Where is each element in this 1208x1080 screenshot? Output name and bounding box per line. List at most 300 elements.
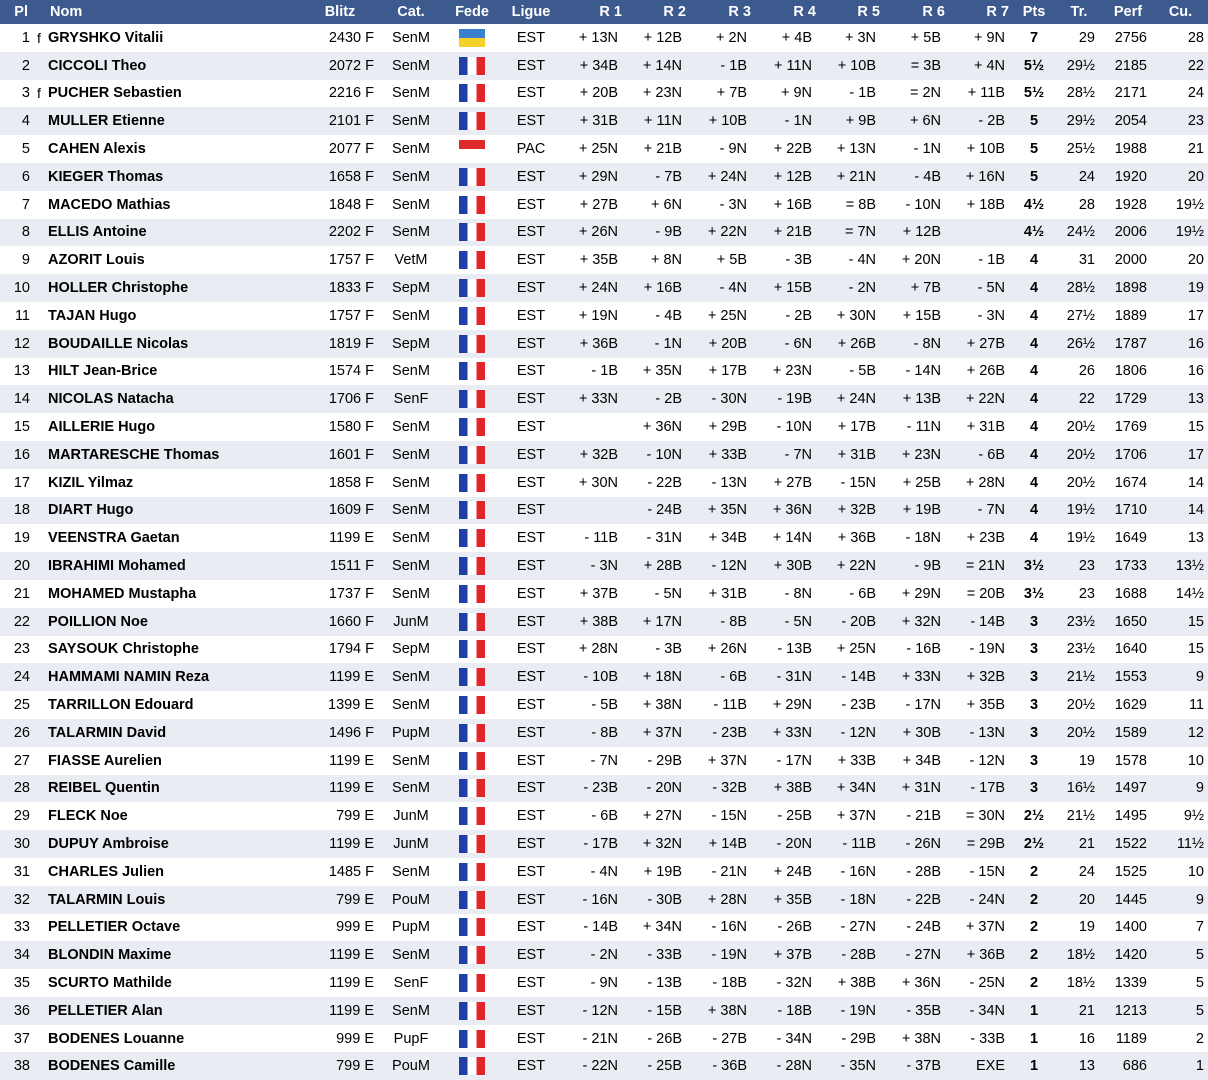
round-1-result[interactable]: - 10B	[560, 663, 626, 691]
player-name[interactable]: SAYSOUK Christophe	[46, 636, 300, 664]
round-2-result[interactable]: - 20N	[626, 775, 690, 803]
round-1-result[interactable]: - 17B	[560, 830, 626, 858]
round-7-result[interactable]: - 12N	[949, 747, 1013, 775]
round-3-result[interactable]: + 29B	[690, 413, 755, 441]
round-4-result[interactable]: + 24B	[755, 858, 820, 886]
round-6-result[interactable]: - 1N	[884, 135, 949, 163]
header-pl[interactable]: Pl	[0, 0, 32, 24]
header-r6[interactable]: R 6	[884, 0, 949, 24]
round-4-result[interactable]: - 28N	[755, 1052, 820, 1080]
player-name[interactable]: CICCOLI Theo	[46, 52, 300, 80]
player-name[interactable]: DUPUY Ambroise	[46, 830, 300, 858]
round-2-result[interactable]: + 35N	[626, 358, 690, 386]
round-4-result[interactable]: - 18B	[755, 997, 820, 1025]
player-name[interactable]: PUCHER Sebastien	[46, 80, 300, 108]
round-3-result[interactable]: - 27B	[690, 1025, 755, 1053]
round-6-result[interactable]: - 8N	[884, 330, 949, 358]
round-2-result[interactable]: + 17N	[626, 608, 690, 636]
round-1-result[interactable]: - 6B	[560, 802, 626, 830]
round-2-result[interactable]: + 34N	[626, 914, 690, 942]
round-1-result[interactable]: + 32B	[560, 441, 626, 469]
round-7-result[interactable]: - 17B	[949, 775, 1013, 803]
round-3-result[interactable]: - 6B	[690, 663, 755, 691]
round-3-result[interactable]: + 14B	[690, 830, 755, 858]
round-5-result[interactable]: - 20B	[820, 608, 884, 636]
round-4-result[interactable]: - 20N	[755, 830, 820, 858]
round-2-result[interactable]: - 13B	[626, 969, 690, 997]
round-5-result[interactable]: - 16N	[820, 858, 884, 886]
round-6-result[interactable]: + 23N	[884, 441, 949, 469]
round-1-result[interactable]: - 22N	[560, 1052, 626, 1080]
round-2-result[interactable]: + 12B	[626, 24, 690, 52]
round-7-result[interactable]: + 4N	[949, 52, 1013, 80]
round-4-result[interactable]: - 1N	[755, 107, 820, 135]
round-6-result[interactable]: - 26N	[884, 830, 949, 858]
round-6-result[interactable]: + 13B	[884, 385, 949, 413]
round-3-result[interactable]: - 12N	[690, 552, 755, 580]
round-1-result[interactable]: + 38B	[560, 608, 626, 636]
round-4-result[interactable]: - 13B	[755, 636, 820, 664]
round-3-result[interactable]: - 30N	[690, 385, 755, 413]
player-name[interactable]: DIART Hugo	[46, 497, 300, 525]
round-4-result[interactable]: + 22B	[755, 135, 820, 163]
round-4-result[interactable]: + 23N	[755, 358, 820, 386]
round-3-result[interactable]: - 4N	[690, 274, 755, 302]
round-6-result[interactable]: - 18N	[884, 524, 949, 552]
round-2-result[interactable]: + 38N	[626, 691, 690, 719]
header-pts[interactable]: Pts	[1013, 0, 1055, 24]
player-name[interactable]: TALARMIN David	[46, 719, 300, 747]
round-5-result[interactable]: + 30N	[820, 302, 884, 330]
round-7-result[interactable]: = 29B	[949, 830, 1013, 858]
round-2-result[interactable]: + 14N	[626, 52, 690, 80]
round-7-result[interactable]: - 5N	[949, 274, 1013, 302]
round-3-result[interactable]: + 31B	[690, 580, 755, 608]
round-3-result[interactable]: + 5B	[690, 246, 755, 274]
round-2-result[interactable]: - 10N	[626, 441, 690, 469]
round-5-result[interactable]: - 14B	[820, 663, 884, 691]
round-3-result[interactable]: - 13N	[690, 469, 755, 497]
round-7-result[interactable]: + 11B	[949, 80, 1013, 108]
round-4-result[interactable]: + 37B	[755, 941, 820, 969]
round-3-result[interactable]: + 33B	[690, 441, 755, 469]
round-2-result[interactable]: - 31N	[626, 524, 690, 552]
round-5-result[interactable]: + 32B	[820, 497, 884, 525]
round-7-result[interactable]: + 32B	[949, 663, 1013, 691]
round-2-result[interactable]: - 29B	[626, 747, 690, 775]
round-5-result[interactable]: - 6B	[820, 580, 884, 608]
round-5-result[interactable]: + 13N	[820, 135, 884, 163]
round-7-result[interactable]: + 26B	[949, 358, 1013, 386]
round-3-result[interactable]: + 7B	[690, 80, 755, 108]
round-4-result[interactable]: - 32N	[755, 969, 820, 997]
round-1-result[interactable]: - 8B	[560, 719, 626, 747]
round-2-result[interactable]: - 26B	[626, 1025, 690, 1053]
player-name[interactable]: AILLERIE Hugo	[46, 413, 300, 441]
round-7-result[interactable]: - 2B	[949, 107, 1013, 135]
round-1-result[interactable]: - 2N	[560, 941, 626, 969]
round-1-result[interactable]: - 4N	[560, 858, 626, 886]
player-name[interactable]: MACEDO Mathias	[46, 191, 300, 219]
round-1-result[interactable]: + 29N	[560, 163, 626, 191]
round-4-result[interactable]: + 14N	[755, 524, 820, 552]
round-5-result[interactable]: - 15N	[820, 469, 884, 497]
round-4-result[interactable]: + 36N	[755, 497, 820, 525]
round-6-result[interactable]: = 2N	[884, 80, 949, 108]
round-7-result[interactable]: EXE	[949, 1052, 1013, 1080]
round-2-result[interactable]: - 1N	[626, 330, 690, 358]
round-6-result[interactable]: + 20N	[884, 246, 949, 274]
round-1-result[interactable]: + 36B	[560, 330, 626, 358]
round-7-result[interactable]: = 21N	[949, 552, 1013, 580]
header-blitz[interactable]: Blitz	[300, 0, 380, 24]
round-7-result[interactable]: + 16N	[949, 163, 1013, 191]
round-6-result[interactable]: - 4B	[884, 163, 949, 191]
player-name[interactable]: HOLLER Christophe	[46, 274, 300, 302]
player-name[interactable]: MOHAMED Mustapha	[46, 580, 300, 608]
header-ligue[interactable]: Ligue	[502, 0, 560, 24]
player-name[interactable]: VEENSTRA Gaetan	[46, 524, 300, 552]
round-6-result[interactable]: - 10N	[884, 191, 949, 219]
round-4-result[interactable]: - 26B	[755, 914, 820, 942]
round-6-result[interactable]: + 6N	[884, 107, 949, 135]
round-1-result[interactable]: + 33N	[560, 385, 626, 413]
round-4-result[interactable]: - 25B	[755, 802, 820, 830]
round-4-result[interactable]: + 4B	[755, 24, 820, 52]
round-5-result[interactable]: + 26B	[820, 330, 884, 358]
player-name[interactable]: BLONDIN Maxime	[46, 941, 300, 969]
round-6-result[interactable]: + 19B	[884, 497, 949, 525]
header-r7[interactable]: R 7	[949, 0, 1013, 24]
round-5-result[interactable]: + 38B	[820, 969, 884, 997]
player-name[interactable]: KIZIL Yilmaz	[46, 469, 300, 497]
round-5-result[interactable]: - 29B	[820, 1025, 884, 1053]
round-1-result[interactable]: + 25N	[560, 135, 626, 163]
round-3-result[interactable]: + 35N	[690, 497, 755, 525]
round-1-result[interactable]: - 23B	[560, 775, 626, 803]
round-6-result[interactable]: - 28B	[884, 858, 949, 886]
round-3-result[interactable]: + 26N	[690, 636, 755, 664]
round-4-result[interactable]: - 8N	[755, 580, 820, 608]
header-r5[interactable]: R 5	[820, 0, 884, 24]
round-5-result[interactable]: - 27N	[820, 914, 884, 942]
round-6-result[interactable]: + 34B	[884, 747, 949, 775]
player-name[interactable]: TALARMIN Louis	[46, 886, 300, 914]
player-name[interactable]: REIBEL Quentin	[46, 775, 300, 803]
player-name[interactable]: FIASSE Aurelien	[46, 747, 300, 775]
player-name[interactable]: HILT Jean-Brice	[46, 358, 300, 386]
round-7-result[interactable]: + 10B	[949, 135, 1013, 163]
round-1-result[interactable]	[560, 497, 626, 525]
round-3-result[interactable]: - 3N	[690, 191, 755, 219]
round-6-result[interactable]: + 38N	[884, 1025, 949, 1053]
player-name[interactable]: PELLETIER Alan	[46, 997, 300, 1025]
round-1-result[interactable]: + 28N	[560, 636, 626, 664]
round-3-result[interactable]: + 38N	[690, 997, 755, 1025]
round-1-result[interactable]: - 11B	[560, 524, 626, 552]
header-perf[interactable]: Perf	[1103, 0, 1153, 24]
round-4-result[interactable]: + 27B	[755, 469, 820, 497]
round-3-result[interactable]: + 37N	[690, 747, 755, 775]
round-6-result[interactable]: + 29N	[884, 580, 949, 608]
round-5-result[interactable]: + 21N	[820, 163, 884, 191]
round-1-result[interactable]: + 30N	[560, 469, 626, 497]
round-2-result[interactable]: + 11N	[626, 107, 690, 135]
round-7-result[interactable]: + 35B	[949, 691, 1013, 719]
player-name[interactable]: NICOLAS Natacha	[46, 385, 300, 413]
round-4-result[interactable]: - 5N	[755, 608, 820, 636]
round-3-result[interactable]: - 8B	[690, 608, 755, 636]
round-2-result[interactable]: + 27N	[626, 802, 690, 830]
round-4-result[interactable]: + 12B	[755, 163, 820, 191]
round-5-result[interactable]: + 36B	[820, 524, 884, 552]
round-2-result[interactable]: + 23N	[626, 80, 690, 108]
round-5-result[interactable]: - 28B	[820, 941, 884, 969]
round-6-result[interactable]: - 24B	[884, 914, 949, 942]
round-4-result[interactable]: + 11N	[755, 52, 820, 80]
round-2-result[interactable]: - 9B	[626, 219, 690, 247]
round-7-result[interactable]: - 14B	[949, 608, 1013, 636]
round-7-result[interactable]: - 1B	[949, 246, 1013, 274]
round-3-result[interactable]: + 10B	[690, 107, 755, 135]
round-6-result[interactable]: + 15B	[884, 302, 949, 330]
round-1-result[interactable]: + 24N	[560, 274, 626, 302]
round-4-result[interactable]: + 35B	[755, 886, 820, 914]
round-4-result[interactable]: - 19B	[755, 385, 820, 413]
round-2-result[interactable]: - 33B	[626, 941, 690, 969]
round-7-result[interactable]: + 36B	[949, 941, 1013, 969]
header-cu[interactable]: Cu.	[1153, 0, 1208, 24]
player-name[interactable]: ELLIS Antoine	[46, 219, 300, 247]
round-1-result[interactable]: - 9N	[560, 969, 626, 997]
round-2-result[interactable]: - 4B	[626, 302, 690, 330]
round-3-result[interactable]: + 34B	[690, 524, 755, 552]
round-6-result[interactable]: - 27N	[884, 941, 949, 969]
round-7-result[interactable]: + 18B	[949, 191, 1013, 219]
player-name[interactable]: HAMMAMI NAMIN Reza	[46, 663, 300, 691]
round-3-result[interactable]: + 24N	[690, 163, 755, 191]
round-5-result[interactable]: + 24N	[820, 385, 884, 413]
round-5-result[interactable]: = 7N	[820, 219, 884, 247]
round-4-result[interactable]: + 9N	[755, 80, 820, 108]
round-6-result[interactable]: + 7B	[884, 274, 949, 302]
round-1-result[interactable]: + 13N	[560, 24, 626, 52]
round-1-result[interactable]: - 1B	[560, 358, 626, 386]
player-name[interactable]: TARRILLON Edouard	[46, 691, 300, 719]
round-1-result[interactable]: + 27B	[560, 191, 626, 219]
round-6-result[interactable]: = 3B	[884, 52, 949, 80]
round-5-result[interactable]: - 35N	[820, 1052, 884, 1080]
round-5-result[interactable]: - 23B	[820, 691, 884, 719]
round-5-result[interactable]: + 31B	[820, 441, 884, 469]
round-7-result[interactable]: = 30N	[949, 802, 1013, 830]
round-1-result[interactable]: - 16N	[560, 886, 626, 914]
round-2-result[interactable]: + 28B	[626, 552, 690, 580]
player-name[interactable]: BOUDAILLE Nicolas	[46, 330, 300, 358]
round-4-result[interactable]: - 3B	[755, 246, 820, 274]
round-5-result[interactable]: - 12N	[820, 719, 884, 747]
round-1-result[interactable]: - 14B	[560, 914, 626, 942]
round-7-result[interactable]: - 33B	[949, 1025, 1013, 1053]
header-r1[interactable]: R 1	[560, 0, 626, 24]
player-name[interactable]: CHARLES Julien	[46, 858, 300, 886]
round-6-result[interactable]: - 21B	[884, 802, 949, 830]
round-4-result[interactable]: - 6N	[755, 330, 820, 358]
round-7-result[interactable]: + 9N	[949, 24, 1013, 52]
round-6-result[interactable]: - 35B	[884, 997, 949, 1025]
round-6-result[interactable]: + 25B	[884, 469, 949, 497]
round-6-result[interactable]: - 11N	[884, 413, 949, 441]
player-name[interactable]: PELLETIER Octave	[46, 914, 300, 942]
round-6-result[interactable]: - 9B	[884, 552, 949, 580]
player-name[interactable]: MARTARESCHE Thomas	[46, 441, 300, 469]
round-1-result[interactable]: + 19N	[560, 302, 626, 330]
round-5-result[interactable]: + 37N	[820, 802, 884, 830]
round-5-result[interactable]: - 19N	[820, 997, 884, 1025]
round-2-result[interactable]: + 8N	[626, 246, 690, 274]
round-4-result[interactable]: - 10N	[755, 413, 820, 441]
round-5-result[interactable]: - 4N	[820, 246, 884, 274]
round-3-result[interactable]: + 28N	[690, 886, 755, 914]
round-7-result[interactable]: - 34N	[949, 997, 1013, 1025]
round-1-result[interactable]: + 37B	[560, 580, 626, 608]
round-6-result[interactable]: + 33N	[884, 663, 949, 691]
round-6-result[interactable]: - 16B	[884, 636, 949, 664]
round-7-result[interactable]: + 22N	[949, 385, 1013, 413]
round-3-result[interactable]: - 36B	[690, 1052, 755, 1080]
round-3-result[interactable]: - 16N	[690, 914, 755, 942]
round-3-result[interactable]: - 19N	[690, 941, 755, 969]
round-4-result[interactable]: + 30B	[755, 552, 820, 580]
round-5-result[interactable]: - 11B	[820, 830, 884, 858]
round-2-result[interactable]: - 2B	[626, 385, 690, 413]
round-7-result[interactable]: - 13N	[949, 719, 1013, 747]
header-r2[interactable]: R 2	[626, 0, 690, 24]
round-4-result[interactable]: - 17N	[755, 747, 820, 775]
round-3-result[interactable]: - 18B	[690, 969, 755, 997]
round-5-result[interactable]: - 5B	[820, 358, 884, 386]
round-7-result[interactable]: + 28N	[949, 469, 1013, 497]
round-1-result[interactable]: - 5B	[560, 691, 626, 719]
header-cat[interactable]: Cat.	[380, 0, 442, 24]
round-5-result[interactable]: + 10B	[820, 52, 884, 80]
round-6-result[interactable]: - 37B	[884, 1052, 949, 1080]
round-4-result[interactable]: + 38B	[755, 775, 820, 803]
round-3-result[interactable]: + 2N	[690, 24, 755, 52]
round-5-result[interactable]: + 17B	[820, 413, 884, 441]
round-1-result[interactable]: + 34B	[560, 52, 626, 80]
player-name[interactable]: BODENES Camille	[46, 1052, 300, 1080]
round-4-result[interactable]: + 16B	[755, 191, 820, 219]
header-r4[interactable]: R 4	[755, 0, 820, 24]
round-1-result[interactable]: - 3N	[560, 552, 626, 580]
round-2-result[interactable]: - 7B	[626, 163, 690, 191]
round-5-result[interactable]: + 22N	[820, 552, 884, 580]
player-name[interactable]: TAJAN Hugo	[46, 302, 300, 330]
round-3-result[interactable]: + 20B	[690, 330, 755, 358]
header-fede[interactable]: Fede	[442, 0, 502, 24]
round-5-result[interactable]: - 1B	[820, 80, 884, 108]
round-4-result[interactable]: - 2B	[755, 302, 820, 330]
round-4-result[interactable]: + 15B	[755, 274, 820, 302]
round-1-result[interactable]: + 20B	[560, 80, 626, 108]
round-1-result[interactable]: - 12N	[560, 997, 626, 1025]
round-3-result[interactable]: - 9N	[690, 135, 755, 163]
round-3-result[interactable]: - 1B	[690, 52, 755, 80]
round-2-result[interactable]: + 18N	[626, 663, 690, 691]
round-6-result[interactable]: - 17N	[884, 691, 949, 719]
round-2-result[interactable]: + 6N	[626, 191, 690, 219]
round-1-result[interactable]: + 31B	[560, 107, 626, 135]
round-6-result[interactable]: + 12B	[884, 219, 949, 247]
round-4-result[interactable]: + 21B	[755, 219, 820, 247]
player-name[interactable]: CAHEN Alexis	[46, 135, 300, 163]
round-7-result[interactable]: + 37N	[949, 914, 1013, 942]
round-4-result[interactable]: - 7N	[755, 441, 820, 469]
round-6-result[interactable]: + 31N	[884, 775, 949, 803]
round-6-result[interactable]: - 22B	[884, 886, 949, 914]
round-7-result[interactable]: - 6B	[949, 441, 1013, 469]
header-tr[interactable]: Tr.	[1055, 0, 1103, 24]
round-2-result[interactable]: - 24B	[626, 497, 690, 525]
round-7-result[interactable]: = 20B	[949, 580, 1013, 608]
player-name[interactable]: AZORIT Louis	[46, 246, 300, 274]
round-4-result[interactable]: - 34N	[755, 1025, 820, 1053]
round-5-result[interactable]: = 8B	[820, 191, 884, 219]
round-1-result[interactable]	[560, 413, 626, 441]
round-2-result[interactable]: - 25B	[626, 1052, 690, 1080]
round-3-result[interactable]: + 25N	[690, 302, 755, 330]
round-7-result[interactable]: + 27B	[949, 330, 1013, 358]
round-4-result[interactable]: + 29N	[755, 691, 820, 719]
round-3-result[interactable]: - 23B	[690, 719, 755, 747]
round-2-result[interactable]: - 3B	[626, 636, 690, 664]
round-3-result[interactable]: - 21N	[690, 858, 755, 886]
round-2-result[interactable]: + 32N	[626, 830, 690, 858]
round-3-result[interactable]: + 22N	[690, 219, 755, 247]
player-name[interactable]: GRYSHKO Vitalii	[46, 24, 300, 52]
round-1-result[interactable]: + 26N	[560, 219, 626, 247]
round-1-result[interactable]: + 35B	[560, 246, 626, 274]
round-7-result[interactable]: + 23B	[949, 524, 1013, 552]
round-2-result[interactable]: + 36N	[626, 413, 690, 441]
round-3-result[interactable]: - 11B	[690, 691, 755, 719]
round-3-result[interactable]: - 32B	[690, 775, 755, 803]
round-1-result[interactable]: - 7N	[560, 747, 626, 775]
player-name[interactable]: BODENES Louanne	[46, 1025, 300, 1053]
round-7-result[interactable]: - 19N	[949, 636, 1013, 664]
round-4-result[interactable]: + 33N	[755, 719, 820, 747]
round-2-result[interactable]: + 16B	[626, 274, 690, 302]
round-2-result[interactable]: - 5N	[626, 580, 690, 608]
round-3-result[interactable]: + 17B	[690, 358, 755, 386]
round-5-result[interactable]: + 3N	[820, 24, 884, 52]
round-5-result[interactable]: + 33B	[820, 747, 884, 775]
round-6-result[interactable]: + 36N	[884, 969, 949, 997]
round-7-result[interactable]: - 15N	[949, 858, 1013, 886]
header-r3[interactable]: R 3	[690, 0, 755, 24]
round-7-result[interactable]	[949, 219, 1013, 247]
round-5-result[interactable]: - 2N	[820, 274, 884, 302]
round-4-result[interactable]: - 31N	[755, 663, 820, 691]
player-name[interactable]: POILLION Noe	[46, 608, 300, 636]
round-6-result[interactable]: - 14N	[884, 358, 949, 386]
player-name[interactable]: KIEGER Thomas	[46, 163, 300, 191]
round-5-result[interactable]: - 18N	[820, 886, 884, 914]
player-name[interactable]: SCURTO Mathilde	[46, 969, 300, 997]
player-name[interactable]: MULLER Etienne	[46, 107, 300, 135]
round-5-result[interactable]: + 25N	[820, 636, 884, 664]
